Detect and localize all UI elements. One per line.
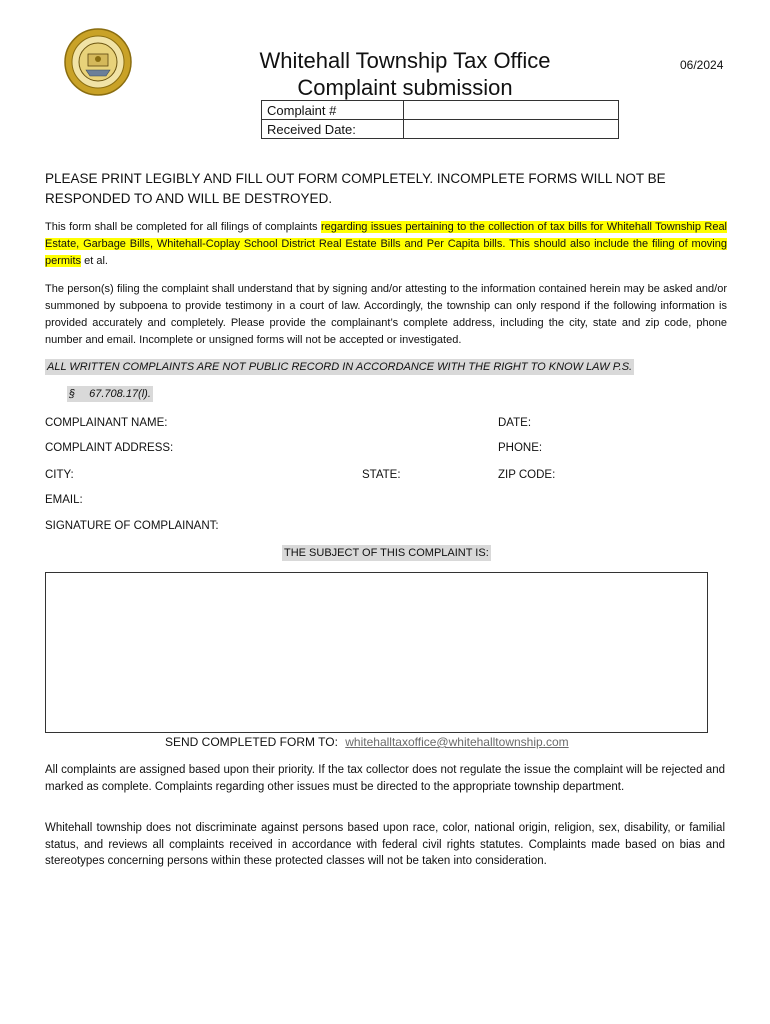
received-date-label: Received Date: [262,120,404,139]
form-title: Whitehall Township Tax Office [259,48,551,73]
purpose-highlighted-text: regarding issues pertaining to the collection of tax bills for Whitehall Township Real Estate, Garbage Bills, Whitehall-Coplay School District Real Estate Bills and Per Capita bills. This should also include the filing of moving permits [45,221,728,267]
form-subtitle: Complaint submission [297,75,513,100]
public-record-notice: ALL WRITTEN COMPLAINTS ARE NOT PUBLIC RECORD IN ACCORDANCE WITH THE RIGHT TO KNOW LAW P.S. [47,361,633,373]
complaint-subject-box[interactable] [45,572,708,733]
table-row [262,101,619,120]
filer-obligations-paragraph: The person(s) filing the complaint shall understand that by signing and/or attesting to the information contained herein may be asked and/or summoned by subpoena to provide testimony in a court of law. Accordingly, the township can only respond if the following information is provided accurately and completely. Please provide the complainant’s complete address, including the city, state and zip code, phone number and email. Incomplete or unsigned forms will not be accepted or investigated. [45,283,727,346]
complaint-address-label: COMPLAINT ADDRESS: [45,442,174,454]
signature-label: SIGNATURE OF COMPLAINANT: [45,520,219,532]
email-label: EMAIL: [45,494,83,506]
purpose-text-end: et al. [81,255,108,267]
zip-code-label: ZIP CODE: [498,469,556,481]
purpose-text-start: This form shall be completed for all filings of complaints [45,221,321,233]
statute-citation [67,386,153,402]
legibility-warning: PLEASE PRINT LEGIBLY AND FILL OUT FORM COMPLETELY. INCOMPLETE FORMS WILL NOT BE RESPONDED TO AND WILL BE DESTROYED. [45,171,666,206]
complainant-name-label: COMPLAINANT NAME: [45,417,168,429]
city-label: CITY: [45,469,74,481]
township-seal-icon [64,28,132,96]
tax-office-email-link[interactable]: whitehalltaxoffice@whitehalltownship.com [345,735,569,749]
phone-label: PHONE: [498,442,543,454]
statute-number: 67.708.17(l). [89,388,151,400]
send-instructions [165,733,569,751]
section-symbol: § [69,388,76,400]
complaint-number-label: Complaint # [262,101,404,120]
complaint-subject-heading: THE SUBJECT OF THIS COMPLAINT IS: [284,547,489,559]
nondiscrimination-paragraph: Whitehall township does not discriminate against persons based upon race, color, national origin, religion, sex, disability, or familial status, and reviews all complaints received in accordance with federal civil rights statutes. Complaints made based on bias and stereotypes concerning persons within these protected classes will not be taken into consideration. [45,822,725,867]
table-row [262,120,619,139]
office-use-table [261,100,619,139]
date-label: DATE: [498,417,532,429]
form-purpose-paragraph [45,219,727,270]
send-label: SEND COMPLETED FORM TO: [165,735,338,749]
priority-paragraph: All complaints are assigned based upon their priority. If the tax collector does not regulate the issue the complaint will be rejected and marked as complete. Complaints regarding other issues must be directed to the appropriate township department. [45,764,725,793]
complaint-number-field[interactable] [404,101,619,120]
state-label: STATE: [362,469,401,481]
received-date-field[interactable] [404,120,619,139]
revision-date: 06/2024 [680,58,724,72]
